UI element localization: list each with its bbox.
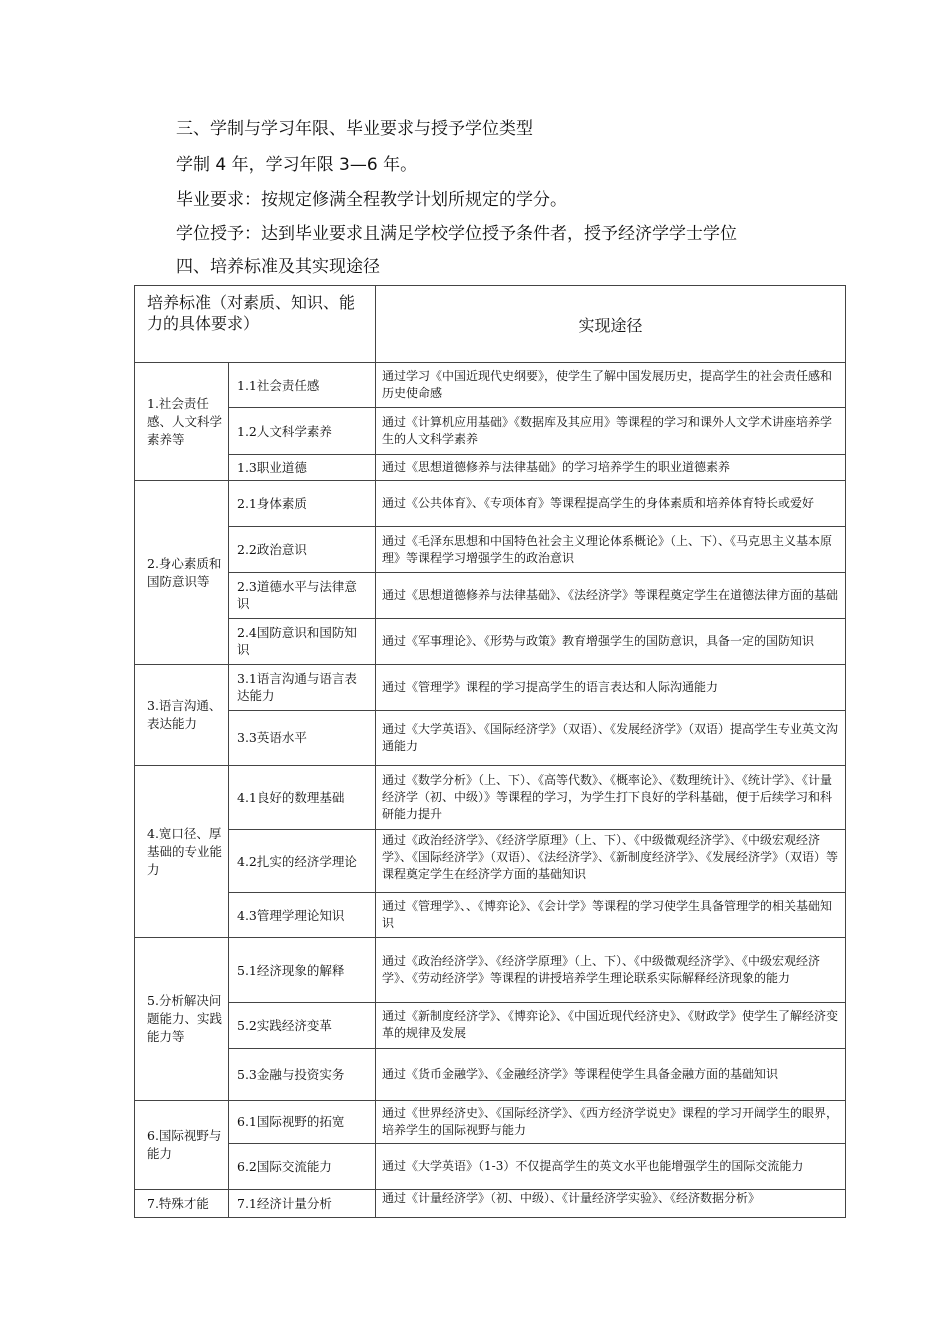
group-title-cell (135, 481, 229, 664)
item-cell (229, 455, 376, 481)
table-row (135, 1100, 846, 1143)
item-label: 6.2国际交流能力 (237, 1158, 332, 1174)
header-standard: 培养标准（对素质、知识、能力的具体要求） (147, 293, 356, 333)
training-standards-table (134, 285, 846, 1218)
table-row (135, 765, 846, 829)
item-cell (229, 765, 376, 829)
item-label: 1.1社会责任感 (237, 377, 320, 393)
header-pathway: 实现途径 (376, 286, 846, 363)
table-row (135, 710, 846, 765)
path-cell (376, 1189, 846, 1217)
path-cell (376, 572, 846, 618)
table-row (135, 527, 846, 572)
item-label: 5.2实践经济变革 (237, 1017, 332, 1033)
table-row (135, 1189, 846, 1217)
path-cell (376, 1048, 846, 1100)
path-text: 通过《政治经济学》、《经济学原理》（上、下）、《中级微观经济学》、《中级宏观经济学》、《劳动经济学》等课程的讲授培养学生理论联系实际解释经济现象的能力 (382, 954, 821, 986)
item-label: 4.1良好的数理基础 (237, 790, 345, 806)
item-cell (229, 618, 376, 664)
table-row (135, 893, 846, 938)
path-text: 通过学习《中国近现代史纲要》，使学生了解中国发展历史，提高学生的社会责任感和历史使命感 (382, 369, 833, 401)
group-title: 4.宽口径、厚基础的专业能力 (147, 825, 223, 877)
path-cell (376, 618, 846, 664)
item-label: 2.2政治意识 (237, 542, 307, 558)
degree-paragraph: 学位授予：达到毕业要求且满足学校学位授予条件者，授予经济学学士学位 (176, 224, 737, 244)
item-cell (229, 363, 376, 408)
table-row (135, 1143, 846, 1189)
group-title-cell (135, 1189, 229, 1217)
item-cell (229, 830, 376, 893)
item-label: 1.3职业道德 (237, 460, 307, 476)
schooling-paragraph: 学制 4 年，学习年限 3—6 年。 (176, 155, 418, 175)
item-cell (229, 893, 376, 938)
path-text: 通过《计算机应用基础》《数据库及其应用》等课程的学习和课外人文学术讲座培养学生的人文科学素养 (382, 415, 833, 447)
path-text: 通过《货币金融学》、《金融经济学》等课程使学生具备金融方面的基础知识 (382, 1066, 779, 1081)
group-title: 3.语言沟通、表达能力 (147, 697, 222, 731)
graduation-paragraph: 毕业要求：按规定修满全程教学计划所规定的学分。 (176, 190, 567, 210)
path-text: 通过《管理学》课程的学习提高学生的语言表达和人际沟通能力 (382, 679, 719, 694)
item-cell (229, 1100, 376, 1143)
table-row (135, 455, 846, 481)
group-title-cell (135, 363, 229, 481)
group-title-cell (135, 938, 229, 1100)
path-cell (376, 1100, 846, 1143)
path-text: 通过《大学英语》（1-3）不仅提高学生的英文水平也能增强学生的国际交流能力 (382, 1158, 804, 1173)
table-row (135, 830, 846, 893)
item-label: 3.1语言沟通与语言表达能力 (237, 671, 357, 704)
path-cell (376, 363, 846, 408)
item-cell (229, 1189, 376, 1217)
table-row (135, 938, 846, 1003)
item-label: 7.1经济计量分析 (237, 1195, 332, 1211)
item-label: 2.1身体素质 (237, 496, 307, 512)
path-text: 通过《思想道德修养与法律基础》、《法经济学》等课程奠定学生在道德法律方面的基础 (382, 587, 839, 602)
item-label: 3.3英语水平 (237, 730, 307, 746)
path-cell (376, 765, 846, 829)
path-cell (376, 1003, 846, 1048)
group-title: 5.分析解决问题能力、实践能力等 (147, 992, 223, 1044)
item-label: 1.2人文科学素养 (237, 423, 332, 439)
path-text: 通过《数学分析》（上、下）、《高等代数》、《概率论》、《数理统计》、《统计学》、《计量经济学（初、中级）》等课程的学习，为学生打下良好的学科基础，便于后续学习和科研能力提升 (382, 773, 833, 822)
path-text: 通过《计量经济学》（初、中级）、《计量经济学实验》、《经济数据分析》 (382, 1190, 761, 1205)
table-row (135, 572, 846, 618)
group-title: 6.国际视野与能力 (147, 1127, 222, 1161)
table-row (135, 363, 846, 408)
path-text: 通过《管理学》、、《博弈论》、《会计学》等课程的学习使学生具备管理学的相关基础知识 (382, 899, 833, 931)
item-cell (229, 481, 376, 527)
item-cell (229, 527, 376, 572)
item-label: 2.4国防意识和国防知识 (237, 625, 357, 658)
path-text: 通过《毛泽东思想和中国特色社会主义理论体系概论》（上、下）、《马克思主义基本原理》等课程学习增强学生的政治意识 (382, 533, 833, 565)
path-text: 通过《世界经济史》、《国际经济学》、《西方经济学说史》课程的学习开阔学生的眼界，培养学生的国际视野与能力 (382, 1105, 839, 1137)
path-cell (376, 455, 846, 481)
item-label: 5.1经济现象的解释 (237, 962, 345, 978)
item-label: 4.2扎实的经济学理论 (237, 853, 357, 869)
path-cell (376, 893, 846, 938)
item-cell (229, 664, 376, 710)
table-row (135, 481, 846, 527)
path-text: 通过《军事理论》、《形势与政策》教育增强学生的国防意识，具备一定的国防知识 (382, 633, 815, 648)
path-text: 通过《政治经济学》、《经济学原理》（上、下）、《中级微观经济学》、《中级宏观经济学》、《国际经济学》（双语）、《法经济学》、《新制度经济学》、《发展经济学》（双语）等课程奠定学生在经济学方面的基础知识 (382, 833, 839, 882)
path-text: 通过《思想道德修养与法律基础》的学习培养学生的职业道德素养 (382, 460, 731, 475)
path-cell (376, 830, 846, 893)
table-row (135, 664, 846, 710)
item-cell (229, 938, 376, 1003)
section3-heading: 三、学制与学习年限、毕业要求与授予学位类型 (176, 119, 533, 139)
group-title-cell (135, 1100, 229, 1189)
group-title: 7.特殊才能 (147, 1195, 209, 1211)
path-cell (376, 938, 846, 1003)
item-label: 6.1国际视野的拓宽 (237, 1114, 345, 1130)
header-standard-cell (135, 286, 376, 363)
path-cell (376, 710, 846, 765)
item-cell (229, 1143, 376, 1189)
group-title-cell (135, 765, 229, 937)
group-title: 1.社会责任感、人文科学素养等 (147, 395, 223, 447)
group-title: 2.身心素质和国防意识等 (147, 555, 222, 589)
path-cell (376, 527, 846, 572)
table-row (135, 618, 846, 664)
item-cell (229, 710, 376, 765)
path-text: 通过《新制度经济学》、《博弈论》、《中国近现代经济史》、《财政学》使学生了解经济变革的规律及发展 (382, 1009, 839, 1041)
item-cell (229, 572, 376, 618)
path-cell (376, 481, 846, 527)
item-cell (229, 1048, 376, 1100)
item-label: 5.3金融与投资实务 (237, 1066, 345, 1082)
path-text: 通过《大学英语》、《国际经济学》（双语）、《发展经济学》（双语）提高学生专业英文沟通能力 (382, 721, 839, 753)
item-cell (229, 408, 376, 455)
section4-heading: 四、培养标准及其实现途径 (176, 257, 380, 277)
item-cell (229, 1003, 376, 1048)
item-label: 4.3管理学理论知识 (237, 907, 345, 923)
table-row (135, 1048, 846, 1100)
path-cell (376, 1143, 846, 1189)
table-row (135, 408, 846, 455)
table-row (135, 1003, 846, 1048)
path-text: 通过《公共体育》、《专项体育》等课程提高学生的身体素质和培养体育特长或爱好 (382, 496, 815, 511)
path-cell (376, 664, 846, 710)
path-cell (376, 408, 846, 455)
table-header-row (135, 286, 846, 363)
group-title-cell (135, 664, 229, 765)
item-label: 2.3道德水平与法律意识 (237, 579, 357, 612)
